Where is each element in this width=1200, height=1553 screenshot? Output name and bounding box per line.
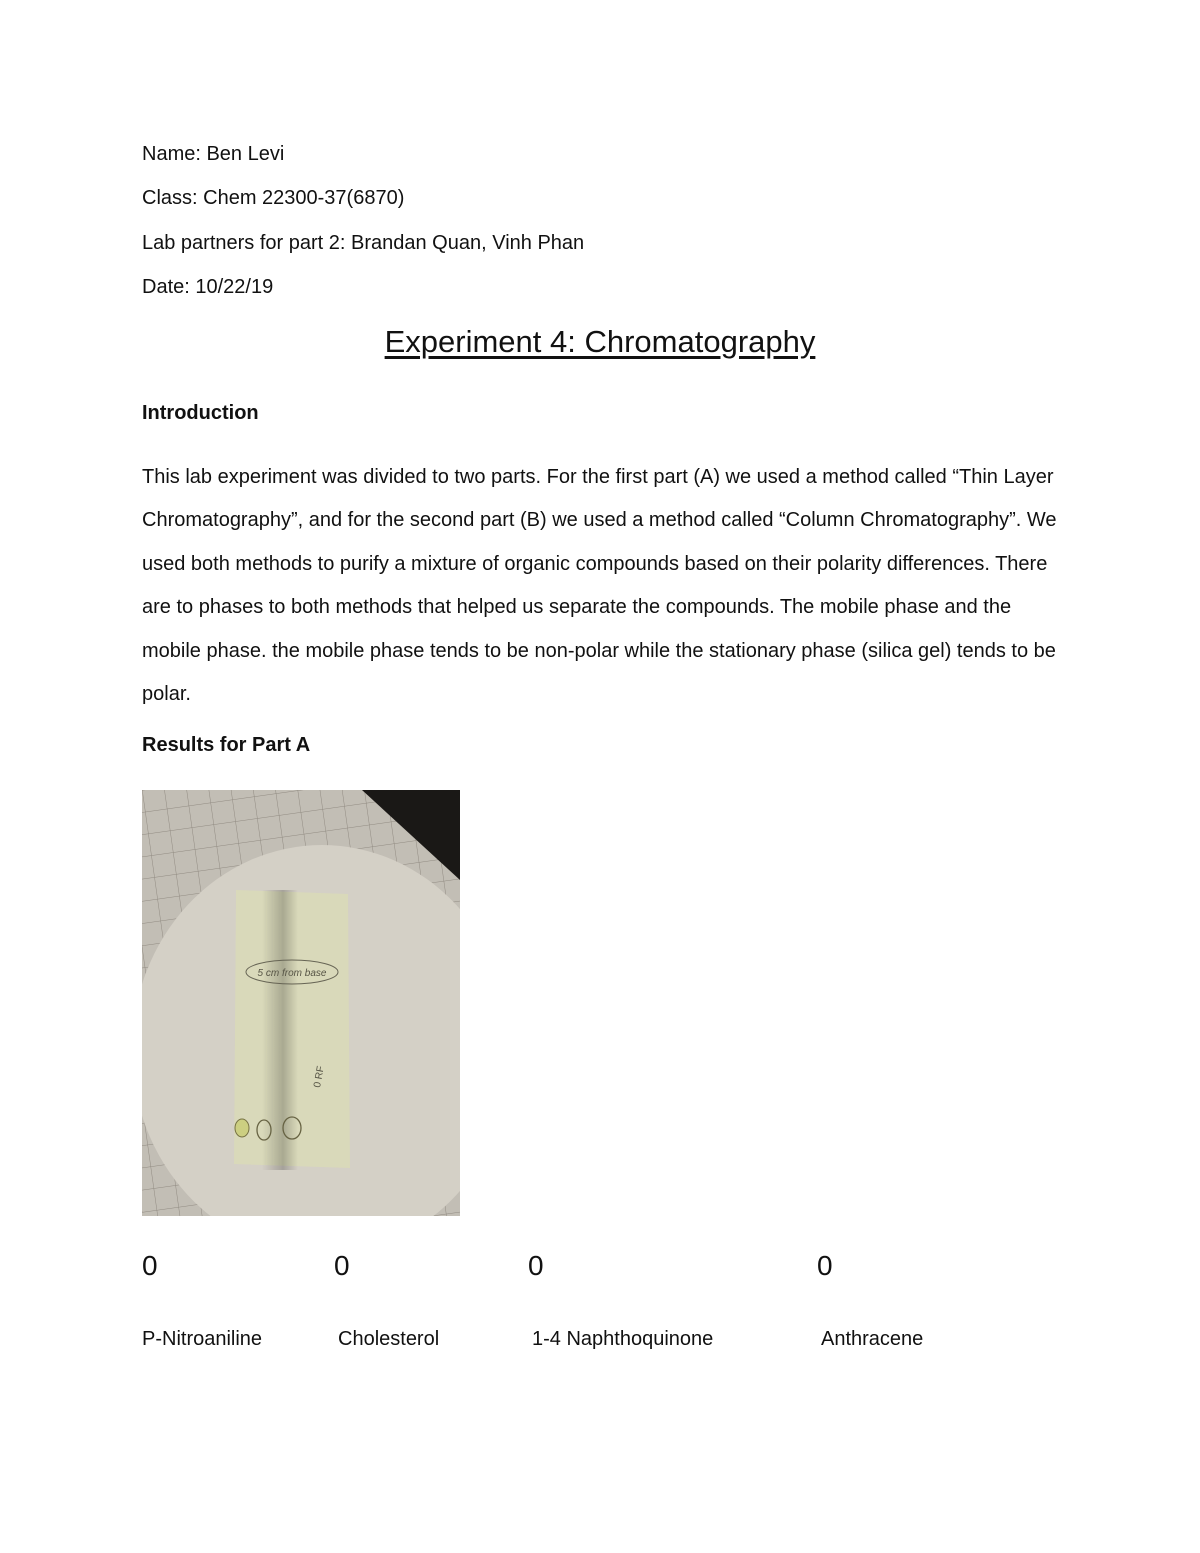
tlc-plate-photo xyxy=(142,790,460,1216)
rf-value-1: 0 xyxy=(142,1250,158,1281)
introduction-body: This lab experiment was divided to two parts. For the first part (A) we used a method called “Thin Layer Chromatography”, and for the second part (B) we used a method called “Column Chromatography”. We used both methods to purify a mixture of organic compounds based on their polarity differences. There are to phases to both methods that helped us separate the compounds. The mobile phase and the mobile phase. the mobile phase tends to be non-polar while the stationary phase (silica gel) tends to be polar. xyxy=(142,466,1057,706)
rf-value-4: 0 xyxy=(817,1250,833,1281)
student-name: Name: Ben Levi xyxy=(142,143,285,165)
introduction-heading: Introduction xyxy=(142,402,259,424)
compound-label-2: Cholesterol xyxy=(338,1328,440,1350)
results-heading: Results for Part A xyxy=(142,734,311,756)
plate-handwriting: 5 cm from base xyxy=(257,968,327,979)
lab-partners: Lab partners for part 2: Brandan Quan, Vinh Phan xyxy=(142,232,585,254)
plate-mark: 0 RF xyxy=(312,1065,327,1089)
page-title: Experiment 4: Chromatography xyxy=(384,324,816,359)
rf-value-3: 0 xyxy=(528,1250,544,1281)
compound-label-3: 1-4 Naphthoquinone xyxy=(532,1328,714,1350)
rf-value-2: 0 xyxy=(334,1250,350,1281)
date: Date: 10/22/19 xyxy=(142,276,274,298)
class-info: Class: Chem 22300-37(6870) xyxy=(142,187,405,209)
compound-label-4: Anthracene xyxy=(821,1328,924,1350)
compound-label-1: P-Nitroaniline xyxy=(142,1328,263,1350)
